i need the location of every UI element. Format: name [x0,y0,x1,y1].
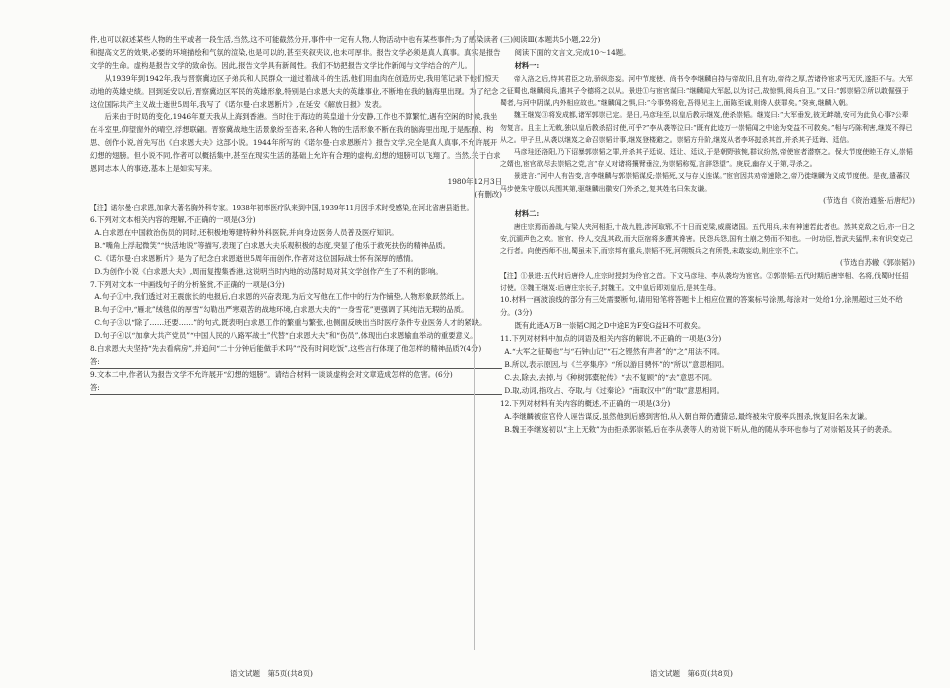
page-5 [90,34,502,395]
q12: 12.下列对材料有关内容的概述,不正确的一项是(3分) [500,398,671,408]
note: 【注】①景进:五代时后唐伶人,庄宗时授封为伶官之首。下文马彦珪、李从袭均为宦官。②郭崇韬:五代时期后唐宰相、名将,伐蜀时任招讨使。③魏王继岌:后唐庄宗长子,封魏王。文中皇后即刘皇后,是其生母。 [500,272,909,293]
section-title: (三)阅读Ⅲ(本题共5小题,22分) [500,35,601,44]
para: 后来由于时局的变化,1946年夏天我从上海到香港。当时住于海边的英皇道十分安静,工作也不算繁忙,遇有空闲的时候,我坐在斗室里,仰望窗外的晴空,浮想联翩。晋察冀战地生活景象纷至沓来,各种人物的生活形象不断在我的脑海里出现,于是酝酿、构思、创作小说,首先写出《白求恩大夫》这部小说。1944年所写的《诺尔曼·白求恩断片》报告文学,完全是真人真事,不允许展开幻想的翅膀。但小说不同,作者可以概括集中,甚至在现实生活的基础上允许有合理的虚构,幻想的翅膀可以飞翔了。当然,关于白求恩同志本人的事迹,基本上是如实写来。 [90,112,501,174]
q11: 11.下列对材料中加点的词语及相关内容的解说,不正确的一项是(3分) [500,334,722,344]
q6-option: C.《诺尔曼·白求恩断片》是为了纪念白求恩逝世5周年而创作,作者对这位国际战士怀有深厚的感情。 [94,253,418,263]
q7-option: B.句子②中,“雁北”绒毯似的厚雪”勾勒出严寒艰苦的战地环境,白求恩大夫的“一身雪花”更强调了其纯洁无瑕的品质。 [94,305,469,315]
q7-option: D.句子④以“加拿大共产党员”“中国人民的八路军战士”代替“白求恩大夫”和“伤员”,体现出白求恩输血举动的重要意义。 [94,331,478,341]
q6-option: D.为创作小说《白求恩大夫》,周而复搜集香港,这说明当时内地的动荡时局对其文学创作产生了不利的影响。 [94,266,443,276]
classical-para: 唐庄宗焉而善战,与梁人夹河相拒,十战九胜,涉河取郓,不十日而克梁,威震诸国。五代用兵,未有神速若此者也。然其克敌之后,亦一日之安,沉湎声色之欢。宦官、伶人,交乱其政,而大臣宿将多遭其谗害。民怨兵怨,国有土崩之势而不知也。一时功臣,皆武夫猛悍,未有识变克己之行者。向使西师不出,蜀虽未下,而宗邦有重兵,崇韬不死,河朔叛兵之有所畏,未敢妄动,则庄宗不亡。 [500,222,915,255]
classical-para: 帝入洛之后,恃其君臣之功,骄纵恣妄。河中节度使、尚书令李继麟自持与帝故旧,且有功,帝待之厚,苦诸伶宦求丐无厌,遂拒不与。大军之征蜀也,继麟阅兵,遣其子令德将之以从。景进①与宦官谋曰:“继麟闻大军起,以为讨己,故惊惧,阅兵自卫。”又曰:“郭崇韬②所以敢倔强于蜀者,与河中阴谋,内外相应故也。”继麟闻之惧,曰:“今事势将危,吾得见主上,面陈至诚,则谗人获罪矣。”癸亥,继麟入朝。 [500,74,913,108]
source-2: (节选自苏辙《郭崇韬》) [839,258,915,268]
column-divider [474,30,475,650]
para: 从1939年到1942年,我与晋察冀边区子弟兵和人民群众一道过着战斗的生活,他们用血肉在创造历史,我用笔记录下他们惊天动地的英雄史绩。回到延安以后,晋察冀边区军民的英雄形象,特别是白求恩大夫的英雄事业,不断地在我的脑海里出现。为了纪念这位国际共产主义战士逝世5周年,我写了《诺尔曼·白求恩断片》,在延安《解放日报》发表。 [90,73,499,109]
note: 【注】诺尔曼·白求恩,加拿大著名胸外科专家。1938年初率医疗队来到中国,1939年11月因手术时受感染,在河北省唐县逝世。 [90,203,474,212]
q8: 8.白求恩大夫坚持“先去看病房”,并追问“二十分钟后能做手术吗”“没有时间吃饭”,这些言行体现了他怎样的精神品质?(4分) [90,344,482,354]
q12-option: A.李继麟被宦官伶人诬告谋反,虽然他到后感到害怕,从入朝自辩仍遭猜忌,最终被朱守殷率兵围杀,恢复旧名朱友谦。 [504,411,872,421]
q12-option: B.魏王李继岌初以“主上无敕”为由拒杀郭崇韬,后在李从袭等人的劝说下听从,他的随从李环也参与了对崇韬及其子的袭杀。 [504,424,897,434]
q10-sentence: 既有此迹A万B一崇韬C闻之D中途E为F变G益H不可救矣。 [514,321,706,331]
instructions: 阅读下面的文言文,完成10～14题。 [514,47,631,57]
material-2-label: 材料二: [514,208,540,218]
material-1-label: 材料一: [514,60,540,70]
answer-line[interactable]: 答: [90,382,502,395]
q6-option: A.白求恩在中国救治伤员的同时,还积极地筹建特种外科医院,并向身边医务人员普及医疗知识。 [94,227,399,237]
q7: 7.下列对文本一中画线句子的分析鉴赏,不正确的一项是(3分) [90,279,285,289]
footer-page-5: 语文试题 第5页(共8页) [230,669,313,678]
q6: 6.下列对文本相关内容的理解,不正确的一项是(3分) [90,214,256,224]
q9: 9.文本二中,作者认为报告文学不允许展开“幻想的翅膀”。请结合材料一谈谈虚构会对文章造成怎样的危害。(6分) [90,369,453,379]
q6-option: B.“嘴角上浮起微笑”“快活地说”等描写,表现了白求恩大夫乐观积极的态度,突显了他乐于救死扶伤的精神品质。 [94,240,450,250]
q11-option: D.取,动词,指攻占、夺取,与《过秦论》“南取汉中”的“取”意思相同。 [504,385,724,395]
q11-option: A.“大军之征蜀也”与“石钟山记”“石之铿然有声者”的“之”用法不同。 [504,347,725,357]
page-6 [500,34,915,436]
classical-para: 马彦珪还洛阳,乃下诏暴郭崇韬之罪,并杀其子廷说、廷让、廷议,于是朝野骇惋,群议纷然,帝使宦者潜察之。保大节度使睦王存乂,崇韬之婿也,宦官欲尽去崇韬之党,言“存乂对诸将攘臂垂泣,为崇韬称冤,言辞怨望”。庚辰,幽存乂于第,寻杀之。 [500,147,913,169]
q11-option: C.去,除去,去掉,与《种树郭橐驼传》“去不复顾”的“去”意思不同。 [504,372,717,382]
para: 件,也可以叙述某些人物的生平或者一段生活,当然,这不可能截然分开,事件中一定有人物,人物活动中也有某些事件;为了感染读者和提高文艺的效果,必要的环境描绘和气氛的渲染,也是可以的,甚至夹叙夹议,也未可厚非。报告文学必须是真人真事。真实是报告文学的生命。虚构是报告文学的致命伤。因此,报告文学具有新闻性。我们不妨把报告文学比作新闻与文学结合的产儿。 [90,35,501,70]
date: 1980年12月3日 [447,176,502,186]
answer-line[interactable]: 答: [90,356,502,369]
abridged: (有删改) [474,189,502,199]
source-1: (节选自《资治通鉴·后唐纪》) [823,195,915,205]
q7-option: A.句子①中,我们透过对王震旅长的电报后,白求恩的兴奋表现,为后文写他在工作中的行为作铺垫,人物形象跃然纸上。 [94,292,469,302]
footer-page-6: 语文试题 第6页(共8页) [650,669,733,678]
q7-option: C.句子③以“除了……还要……”的句式,既表明白求恩工作的繁重与繁张,也侧面反映出当时医疗条件专业医务人才的紧缺。 [94,318,487,328]
q11-option: B.所以,表示原因,与《兰亭集序》“所以游目骋怀”的“所以”意思相同。 [504,360,729,370]
classical-para: 魏王继岌③将发成都,诸军郭崇已定。是日,马彦珪至,以皇后教示继岌,使杀崇韬。继岌曰:“大军垂发,彼无衅端,安可为此负心事?公辈勿复言。且主上无敕,独以皇后教杀招讨使,可乎?”李从袭等泣曰:“既有此迹万一崇韬闻之中途为变益不可救矣。”相与巧陈利害,继岌不得已从之。甲子旦,从袭以继岌之命召崇韬计事,继岌登楼避之。崇韬方升阶,继岌从者李环挝杀其首,并杀其子廷诲、廷信。 [500,111,913,144]
q10: 10.材料一画波浪线的部分有三处需要断句,请用铅笔将答题卡上相应位置的答案标号涂黑,每涂对一处给1分,涂黑超过三处不给分。(3分) [500,295,903,318]
classical-para: 景进言:“河中人有告变,言李继麟与郭崇韬谋反;崇韬死,又与存乂连谋。”宦官因共劝帝速除之,帝乃徙继麟为义成节度使。是夜,遣蕃汉马步使朱守殷以兵围其第,驱继麟出徽安门外杀之,复其姓名曰朱友谦。 [500,172,910,193]
